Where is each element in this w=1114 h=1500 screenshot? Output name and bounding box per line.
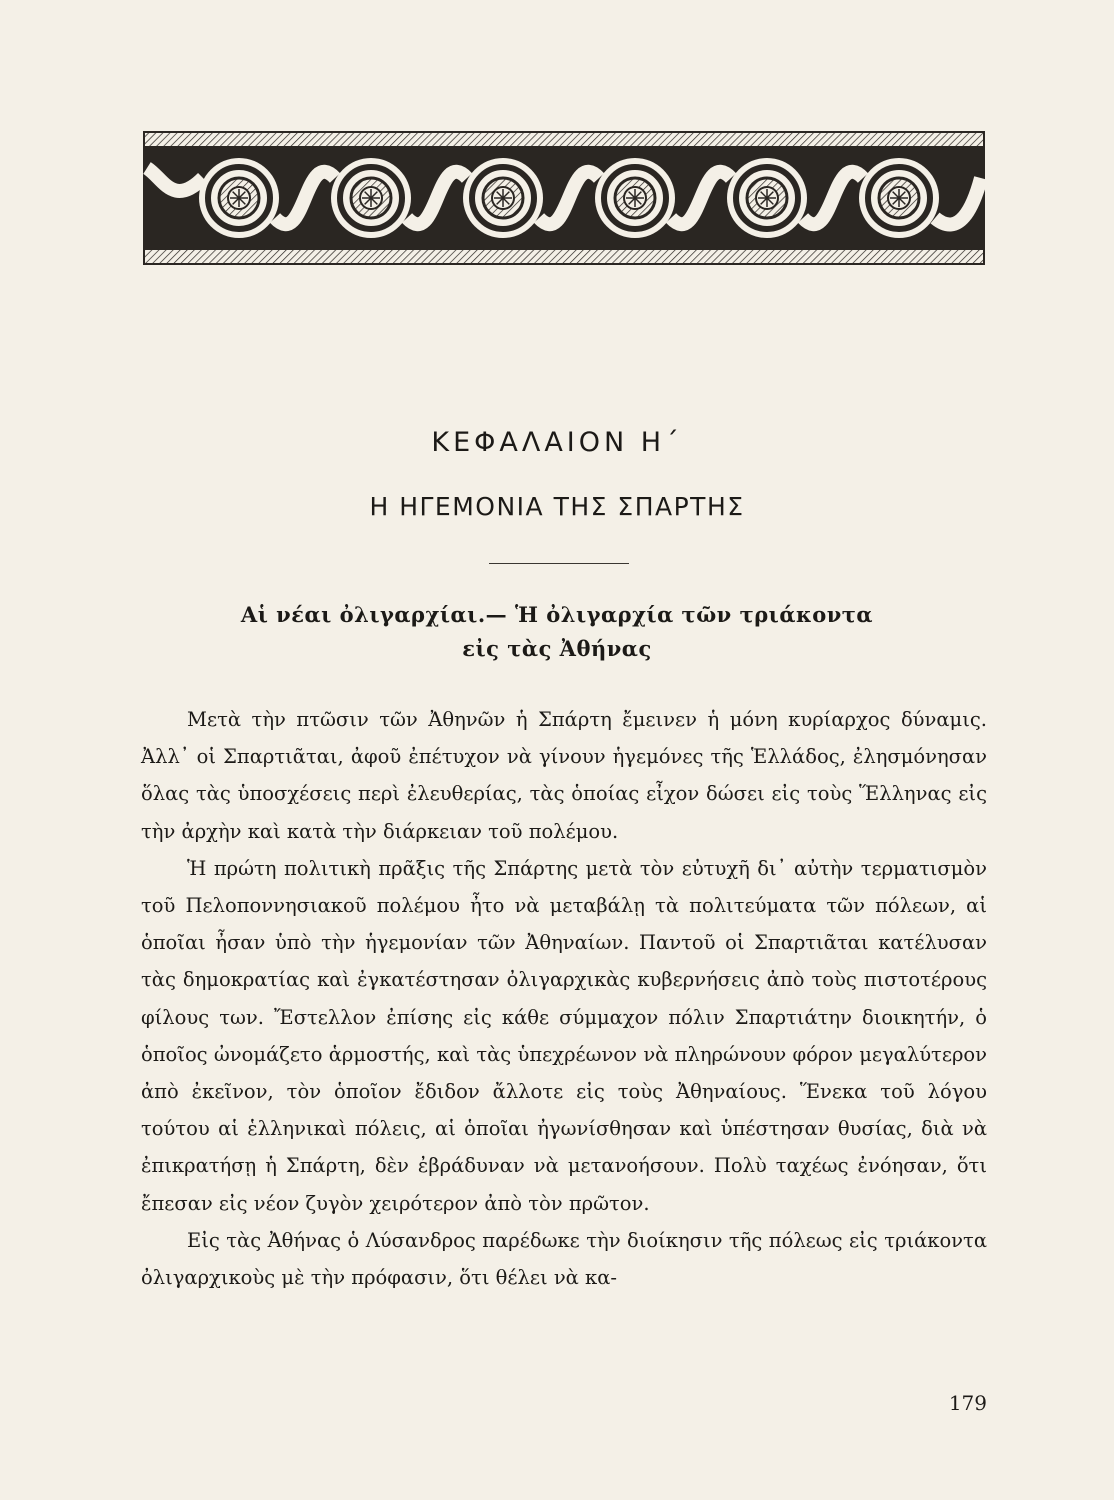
section-heading-line-2: εἰς τὰς Ἀθήνας <box>462 636 652 661</box>
greek-wave-ornament-band <box>143 131 985 265</box>
paragraph-3: Εἰς τὰς Ἀθήνας ὁ Λύσανδρος παρέδωκε τὴν διοίκησιν τῆς πόλεως εἰς τριάκοντα ὀλιγαρχικοὺς μὲ τὴν πρόφασιν, ὅτι θέλει νὰ κα- <box>141 1228 987 1290</box>
section-heading-line-1: Αἱ νέαι ὀλιγαρχίαι.— Ἡ ὀλιγαρχία τῶν τριάκοντα <box>240 602 874 627</box>
ornament-graphic <box>143 131 985 265</box>
divider-rule <box>489 563 629 564</box>
section-heading <box>130 598 984 666</box>
body-text <box>141 701 987 1296</box>
paragraph-2: Ἡ πρώτη πολιτικὴ πρᾶξις τῆς Σπάρτης μετὰ τὸν εὐτυχῆ δι᾽ αὐτὴν τερματισμὸν τοῦ Πελοποννησιακοῦ πολέμου ἦτο νὰ μεταβάλῃ τὰ πολιτεύματα τῶν πόλεων, αἱ ὁποῖαι ἦσαν ὑπὸ τὴν ἡγεμονίαν τῶν Ἀθηναίων. Παντοῦ οἱ Σπαρτιᾶται κατέλυσαν τὰς δημοκρατίας καὶ ἐγκατέστησαν ὀλιγαρχικὰς κυβερνήσεις ἀπὸ τοὺς πιστοτέρους φίλους των. Ἔστελλον ἐπίσης εἰς κάθε σύμμαχον πόλιν Σπαρτιάτην διοικητήν, ὁ ὁποῖος ὠνομάζετο ἁρμοστής, καὶ τὰς ὑπεχρέωνον νὰ πληρώνουν φόρον μεγαλύτερον ἀπὸ ἐκεῖνον, τὸν ὁποῖον ἔδιδον ἄλλοτε εἰς τοὺς Ἀθηναίους. Ἕνεκα τοῦ λόγου τούτου αἱ ἑλληνικαὶ πόλεις, αἱ ὁποῖαι ἠγωνίσθησαν καὶ ὑπέστησαν θυσίας, διὰ νὰ ἐπικρατήσῃ ἡ Σπάρτη, δὲν ἐβράδυναν νὰ μετανοήσουν. Πολὺ ταχέως ἐνόησαν, ὅτι ἔπεσαν εἰς νέον ζυγὸν χειρότερον ἀπὸ τὸν πρῶτον. <box>141 856 987 1215</box>
paragraph-1: Μετὰ τὴν πτῶσιν τῶν Ἀθηνῶν ἡ Σπάρτη ἔμεινεν ἡ μόνη κυρίαρχος δύναμις. Ἀλλ᾽ οἱ Σπαρτιᾶται, ἀφοῦ ἐπέτυχον νὰ γίνουν ἡγεμόνες τῆς Ἑλλάδος, ἐλησμόνησαν ὅλας τὰς ὑποσχέσεις περὶ ἐλευθερίας, τὰς ὁποίας εἶχον δώσει εἰς τοὺς Ἕλληνας εἰς τὴν ἀρχὴν καὶ κατὰ τὴν διάρκειαν τοῦ πολέμου. <box>141 708 987 843</box>
page-number: 179 <box>948 1391 987 1415</box>
chapter-label: ΚΕΦΑΛΑΙΟΝ Η΄ <box>431 427 683 458</box>
chapter-title: Η ΗΓΕΜΟΝΙΑ ΤΗΣ ΣΠΑΡΤΗΣ <box>369 492 745 521</box>
